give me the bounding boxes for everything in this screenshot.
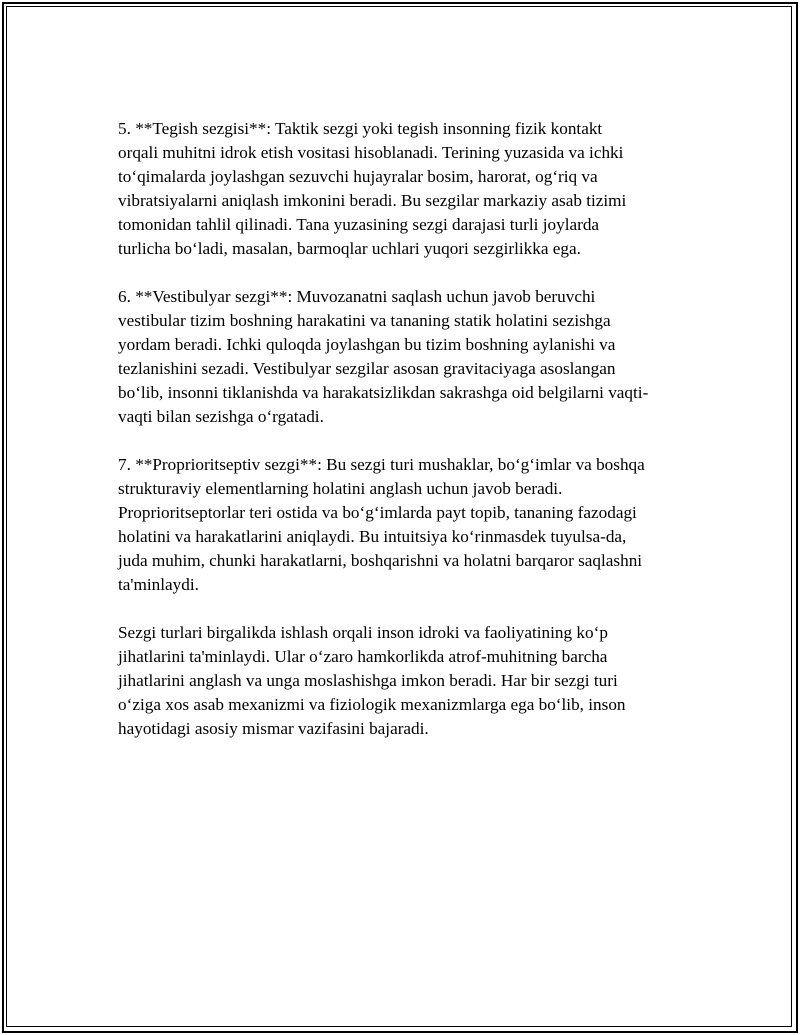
text-line: hayotidagi asosiy mismar vazifasini bajaradi. bbox=[118, 719, 429, 738]
paragraph-proprioritseptiv-sezgi bbox=[118, 453, 690, 597]
text-line: vaqti bilan sezishga o‘rgatadi. bbox=[118, 407, 324, 426]
text-line: vestibular tizim boshning harakatini va tananing statik holatini sezishga bbox=[118, 311, 611, 330]
text-line: 5. **Tegish sezgisi**: Taktik sezgi yoki tegish insonning fizik kontakt bbox=[118, 119, 603, 138]
text-line: to‘qimalarda joylashgan sezuvchi hujayralar bosim, harorat, og‘riq va bbox=[118, 167, 598, 186]
text-line: Sezgi turlari birgalikda ishlash orqali inson idroki va faoliyatining ko‘p bbox=[118, 623, 608, 642]
text-line: tomonidan tahlil qilinadi. Tana yuzasining sezgi darajasi turli joylarda bbox=[118, 215, 600, 234]
text-line: holatini va harakatlarini aniqlaydi. Bu intuitsiya ko‘rinmasdek tuyulsa-da, bbox=[118, 527, 627, 546]
text-line: jihatlarini anglash va unga moslashishga imkon beradi. Har bir sezgi turi bbox=[118, 671, 618, 690]
text-line: o‘ziga xos asab mexanizmi va fiziologik mexanizmlarga ega bo‘lib, inson bbox=[118, 695, 626, 714]
text-line: juda muhim, chunki harakatlarni, boshqarishni va holatni barqaror saqlashni bbox=[118, 551, 643, 570]
text-line: 7. **Proprioritseptiv sezgi**: Bu sezgi turi mushaklar, bo‘g‘imlar va boshqa bbox=[118, 455, 645, 474]
text-line: orqali muhitni idrok etish vositasi hisoblanadi. Terining yuzasida va ichki bbox=[118, 143, 624, 162]
text-line: ta'minlaydi. bbox=[118, 575, 199, 594]
text-line: jihatlarini ta'minlaydi. Ular o‘zaro hamkorlikda atrof-muhitning barcha bbox=[118, 647, 608, 666]
text-line: bo‘lib, insonni tiklanishda va harakatsizlikdan sakrashga oid belgilarni vaqti- bbox=[118, 383, 649, 402]
text-line: Proprioritseptorlar teri ostida va bo‘g‘imlarda payt topib, tananing fazodagi bbox=[118, 503, 637, 522]
text-line: turlicha bo‘ladi, masalan, barmoqlar uchlari yuqori sezgirlikka ega. bbox=[118, 239, 581, 258]
paragraph-vestibulyar-sezgi bbox=[118, 285, 690, 429]
text-line: tezlanishini sezadi. Vestibulyar sezgilar asosan gravitaciyaga asoslangan bbox=[118, 359, 616, 378]
text-line: strukturaviy elementlarning holatini anglash uchun javob beradi. bbox=[118, 479, 563, 498]
text-line: vibratsiyalarni aniqlash imkonini beradi. Bu sezgilar markaziy asab tizimi bbox=[118, 191, 627, 210]
paragraph-tegish-sezgisi bbox=[118, 117, 690, 261]
text-line: 6. **Vestibulyar sezgi**: Muvozanatni saqlash uchun javob beruvchi bbox=[118, 287, 596, 306]
text-line: yordam beradi. Ichki quloqda joylashgan bu tizim boshning aylanishi va bbox=[118, 335, 616, 354]
document-body bbox=[118, 117, 690, 765]
paragraph-summary bbox=[118, 621, 690, 741]
